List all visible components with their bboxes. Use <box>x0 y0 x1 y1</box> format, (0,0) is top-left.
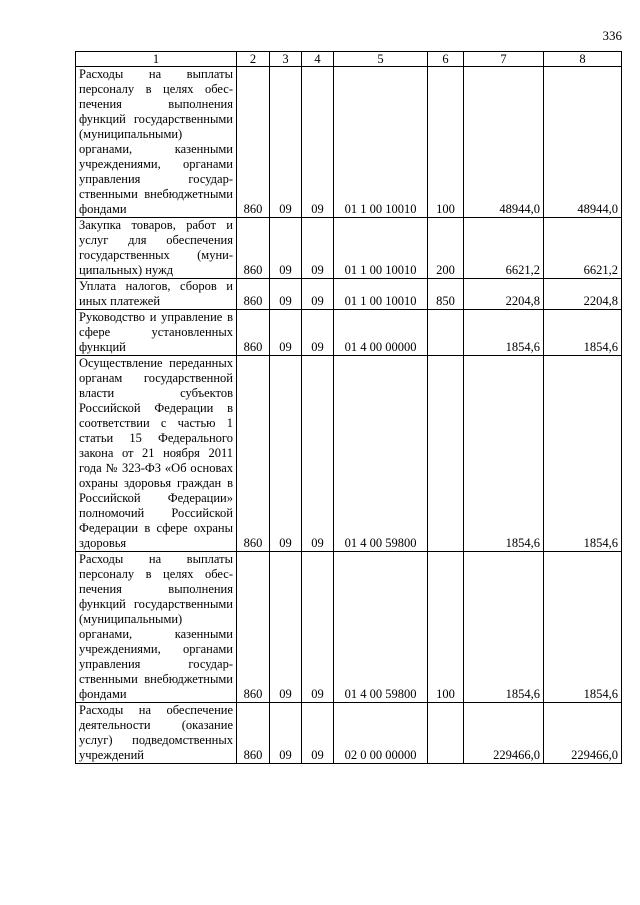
table-row <box>76 279 622 310</box>
amount-col7-cell: 6621,2 <box>464 218 544 279</box>
target-article-cell: 02 0 00 00000 <box>334 703 428 764</box>
subsection-cell: 09 <box>302 279 334 310</box>
expense-type-cell <box>428 703 464 764</box>
table-body <box>76 67 622 764</box>
amount-col8-cell: 1854,6 <box>544 356 622 552</box>
section-cell: 09 <box>270 356 302 552</box>
table-row <box>76 356 622 552</box>
amount-col8-cell: 48944,0 <box>544 67 622 218</box>
column-header-3: 3 <box>270 52 302 67</box>
amount-col7-cell: 2204,8 <box>464 279 544 310</box>
expense-type-cell: 100 <box>428 67 464 218</box>
target-article-cell: 01 4 00 00000 <box>334 310 428 356</box>
column-header-1: 1 <box>76 52 237 67</box>
section-cell: 09 <box>270 279 302 310</box>
row-name-cell: Руководство и управление в сфере установленных функций <box>76 310 237 356</box>
row-name-cell: Расходы на выплаты персоналу в целях обеспечения выполнения функций государственными (муниципальными) органами, казенными учреждениями, органами управления государственными внебюджетными фондами <box>76 67 237 218</box>
admin-code-cell: 860 <box>237 279 270 310</box>
page-number: 336 <box>602 28 622 43</box>
subsection-cell: 09 <box>302 703 334 764</box>
amount-col8-cell: 1854,6 <box>544 310 622 356</box>
section-cell: 09 <box>270 552 302 703</box>
subsection-cell: 09 <box>302 310 334 356</box>
amount-col7-cell: 1854,6 <box>464 310 544 356</box>
target-article-cell: 01 1 00 10010 <box>334 218 428 279</box>
amount-col8-cell: 229466,0 <box>544 703 622 764</box>
target-article-cell: 01 1 00 10010 <box>334 279 428 310</box>
expense-type-cell <box>428 356 464 552</box>
admin-code-cell: 860 <box>237 310 270 356</box>
subsection-cell: 09 <box>302 552 334 703</box>
column-header-7: 7 <box>464 52 544 67</box>
table-row <box>76 552 622 703</box>
admin-code-cell: 860 <box>237 218 270 279</box>
column-header-8: 8 <box>544 52 622 67</box>
amount-col8-cell: 1854,6 <box>544 552 622 703</box>
table-row <box>76 703 622 764</box>
column-header-6: 6 <box>428 52 464 67</box>
column-header-4: 4 <box>302 52 334 67</box>
expense-type-cell: 100 <box>428 552 464 703</box>
column-header-2: 2 <box>237 52 270 67</box>
section-cell: 09 <box>270 703 302 764</box>
expense-type-cell <box>428 310 464 356</box>
target-article-cell: 01 4 00 59800 <box>334 356 428 552</box>
row-name-cell: Закупка товаров, работ и услуг для обеспечения государственных (муниципальных) нужд <box>76 218 237 279</box>
amount-col7-cell: 1854,6 <box>464 552 544 703</box>
amount-col7-cell: 229466,0 <box>464 703 544 764</box>
admin-code-cell: 860 <box>237 356 270 552</box>
budget-table <box>75 51 622 764</box>
row-name-cell: Расходы на обеспечение деятельности (оказание услуг) подведомственных учреждений <box>76 703 237 764</box>
header-row <box>76 52 622 67</box>
section-cell: 09 <box>270 310 302 356</box>
amount-col7-cell: 1854,6 <box>464 356 544 552</box>
row-name-cell: Уплата налогов, сборов и иных платежей <box>76 279 237 310</box>
target-article-cell: 01 1 00 10010 <box>334 67 428 218</box>
table-row <box>76 310 622 356</box>
section-cell: 09 <box>270 218 302 279</box>
amount-col7-cell: 48944,0 <box>464 67 544 218</box>
admin-code-cell: 860 <box>237 703 270 764</box>
admin-code-cell: 860 <box>237 67 270 218</box>
expense-type-cell: 850 <box>428 279 464 310</box>
row-name-cell: Расходы на выплаты персоналу в целях обеспечения выполнения функций государственными (муниципальными) органами, казенными учреждениями, органами управления государственными внебюджетными фондами <box>76 552 237 703</box>
expense-type-cell: 200 <box>428 218 464 279</box>
amount-col8-cell: 2204,8 <box>544 279 622 310</box>
row-name-cell: Осуществление переданных органам государственной власти субъектов Российской Федерации в соответствии с частью 1 статьи 15 Федерального закона от 21 ноября 2011 года № 323-ФЗ «Об основах охраны здоровья граждан в Российской Федерации» полномочий Российской Федерации в сфере охраны здоровья <box>76 356 237 552</box>
target-article-cell: 01 4 00 59800 <box>334 552 428 703</box>
amount-col8-cell: 6621,2 <box>544 218 622 279</box>
subsection-cell: 09 <box>302 218 334 279</box>
table-row <box>76 67 622 218</box>
admin-code-cell: 860 <box>237 552 270 703</box>
section-cell: 09 <box>270 67 302 218</box>
subsection-cell: 09 <box>302 356 334 552</box>
column-header-5: 5 <box>334 52 428 67</box>
table-row <box>76 218 622 279</box>
subsection-cell: 09 <box>302 67 334 218</box>
